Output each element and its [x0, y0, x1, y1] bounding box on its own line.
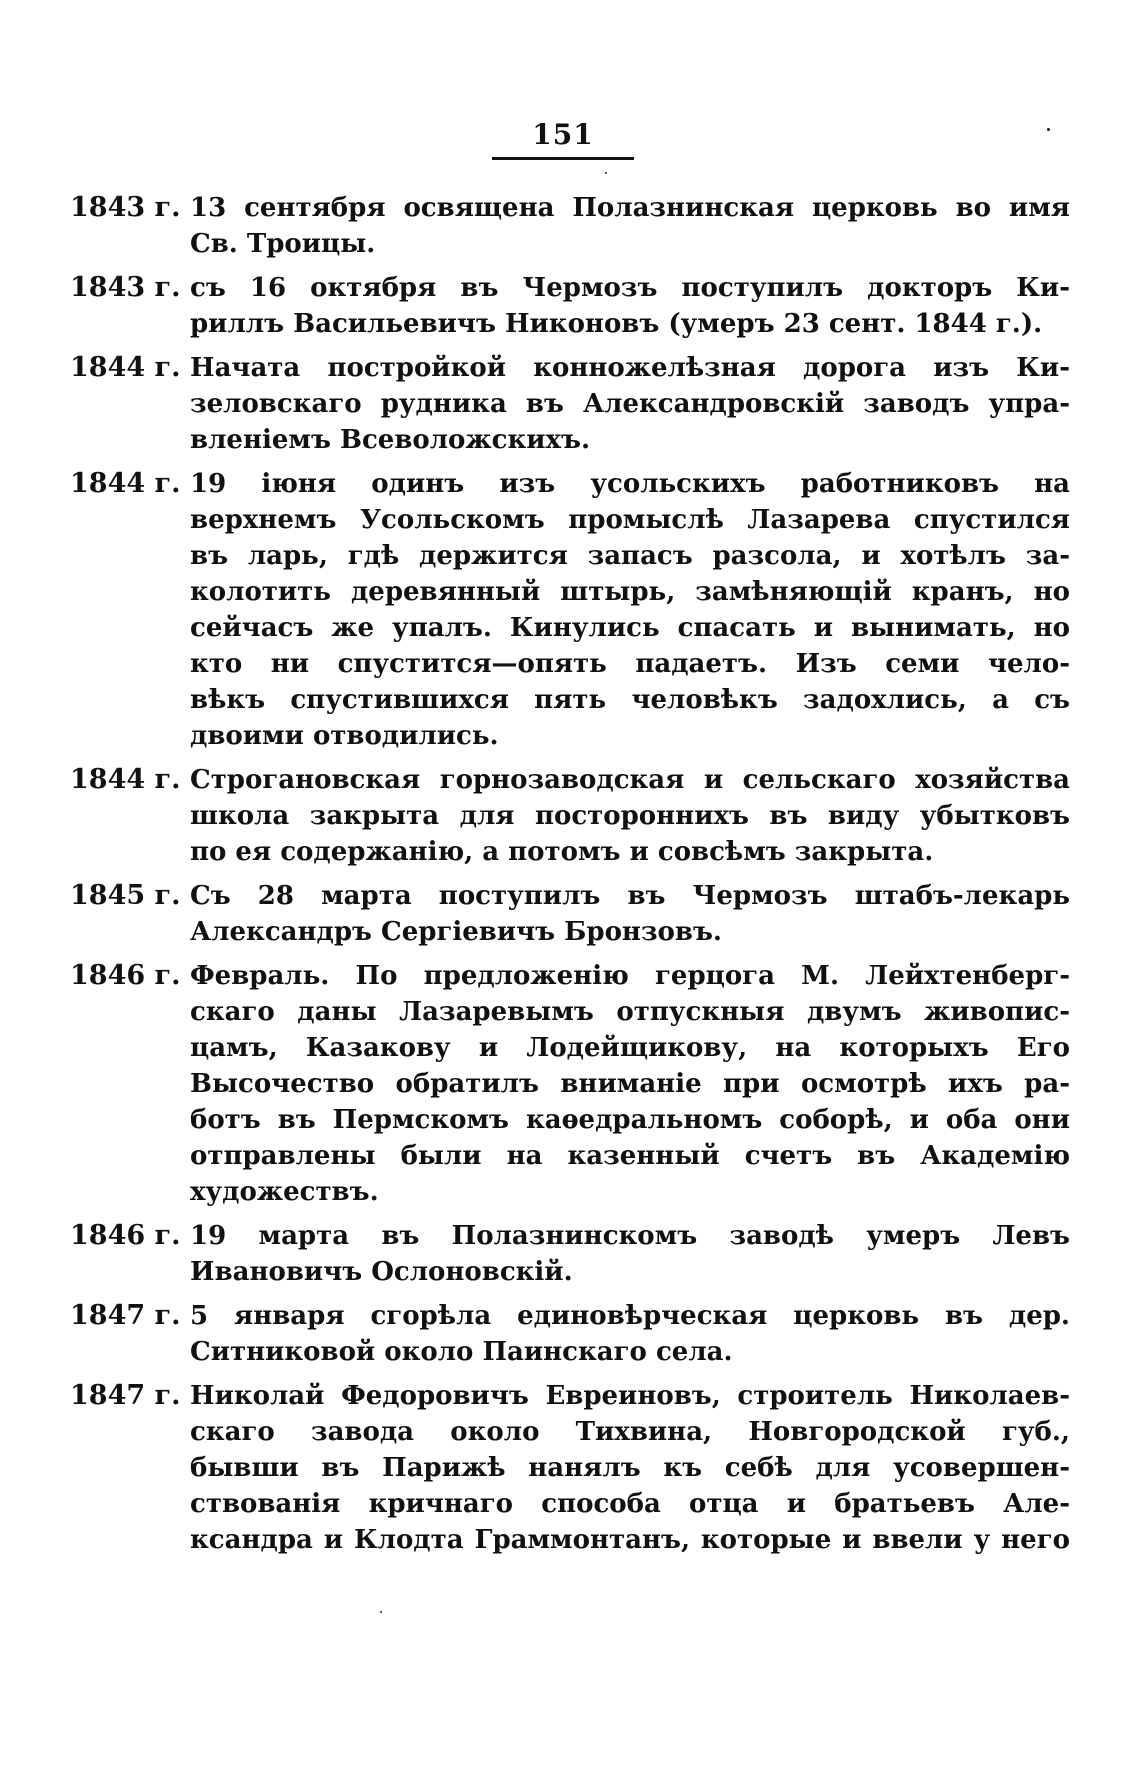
entry-line: Февраль. По предложенію герцога М. Лейхтенберг- — [190, 961, 1070, 991]
entry-line: художествъ. — [190, 1177, 379, 1207]
entry-line: вѣкъ спустившихся пять человѣкъ задохлись, а съ — [190, 685, 1070, 715]
entry-line: вленіемъ Всеволожскихъ. — [190, 425, 591, 455]
entry-line: Ивановичъ Ослоновскій. — [190, 1257, 573, 1287]
entry-line: бывши въ Парижѣ нанялъ къ себѣ для усовершен- — [190, 1453, 1070, 1483]
entry-line: 19 марта въ Полазнинскомъ заводѣ умеръ Левъ — [190, 1221, 1070, 1251]
entry-line: въ ларь, гдѣ держится запасъ разсола, и хотѣлъ за- — [190, 541, 1070, 571]
entry-line: съ 16 октября въ Чермозъ поступилъ докторъ Ки- — [190, 273, 1070, 303]
entry-year: 1844 г. — [70, 352, 181, 383]
entry-year: 1844 г. — [70, 764, 181, 795]
entry-line: 5 января сгорѣла единовѣрческая церковь въ дер. — [190, 1301, 1070, 1331]
entry-line: ксандра и Клодта Граммонтанъ, которые и ввели у него — [190, 1525, 1070, 1555]
entry-line: Александръ Сергіевичъ Бронзовъ. — [190, 917, 722, 947]
entry-line: ботъ въ Пермскомъ каѳедральномъ соборѣ, и оба они — [190, 1105, 1070, 1135]
paper-speck — [380, 1611, 382, 1613]
entry-line: сейчасъ же упалъ. Кинулись спасать и вынимать, но — [190, 613, 1070, 643]
entry-line: Высочество обратилъ вниманіе при осмотрѣ ихъ ра- — [190, 1069, 1070, 1099]
entry-year: 1844 г. — [70, 468, 181, 499]
entry-line: ствованія кричнаго способа отца и братьевъ Але- — [190, 1489, 1070, 1519]
chronicle-entry — [70, 466, 1070, 754]
chronicle-entry — [70, 350, 1070, 458]
chronicle-entry — [70, 1218, 1070, 1290]
entry-line: Св. Троицы. — [190, 229, 376, 259]
entry-year: 1843 г. — [70, 272, 181, 303]
entry-line: зеловскаго рудника въ Александровскій заводъ упра- — [190, 389, 1070, 419]
entry-year: 1846 г. — [70, 1220, 181, 1251]
entry-line: кто ни спустится—опять падаетъ. Изъ семи чело- — [190, 649, 1070, 679]
entry-line: цамъ, Казакову и Лодейщикову, на которыхъ Его — [190, 1033, 1070, 1063]
entry-text — [190, 350, 1070, 458]
page-header — [0, 118, 1140, 160]
chronicle-entry — [70, 878, 1070, 950]
entry-line: двоими отводились. — [190, 721, 499, 751]
paper-speck — [605, 172, 607, 174]
entry-line: верхнемъ Усольскомъ промыслѣ Лазарева спустился — [190, 505, 1070, 535]
chronicle-entry — [70, 270, 1070, 342]
entry-year: 1847 г. — [70, 1380, 181, 1411]
entry-line: Начата постройкой конножелѣзная дорога изъ Ки- — [190, 353, 1070, 383]
entry-text — [190, 1378, 1070, 1558]
chronicle-entries — [70, 190, 1070, 1566]
entry-text — [190, 958, 1070, 1210]
page-number: 151 — [492, 118, 633, 160]
chronicle-entry — [70, 762, 1070, 870]
chronicle-entry — [70, 190, 1070, 262]
chronicle-entry — [70, 958, 1070, 1210]
entry-line: риллъ Васильевичъ Никоновъ (умеръ 23 сент. 1844 г.). — [190, 309, 1043, 339]
entry-year: 1847 г. — [70, 1300, 181, 1331]
chronicle-entry — [70, 1378, 1070, 1558]
entry-line: Строгановская горнозаводская и сельскаго хозяйства — [190, 765, 1070, 795]
entry-line: отправлены были на казенный счетъ въ Академію — [190, 1141, 1070, 1171]
entry-line: по ея содержанію, а потомъ и совсѣмъ закрыта. — [190, 837, 934, 867]
entry-year: 1843 г. — [70, 192, 181, 223]
entry-line: скаго даны Лазаревымъ отпускныя двумъ живопис- — [190, 997, 1070, 1027]
entry-text — [190, 878, 1070, 950]
entry-line: Ситниковой около Паинскаго села. — [190, 1337, 733, 1367]
entry-line: Съ 28 марта поступилъ въ Чермозъ штабъ-лекарь — [190, 881, 1070, 911]
entry-line: 19 іюня одинъ изъ усольскихъ работниковъ на — [190, 469, 1070, 499]
entry-text — [190, 466, 1070, 754]
entry-line: 13 сентября освящена Полазнинская церковь во имя — [190, 193, 1070, 223]
entry-text — [190, 1298, 1070, 1370]
chronicle-entry — [70, 1298, 1070, 1370]
entry-line: Николай Федоровичъ Евреиновъ, строитель Николаев- — [190, 1381, 1070, 1411]
entry-line: школа закрыта для постороннихъ въ виду убытковъ — [190, 801, 1070, 831]
paper-speck — [1047, 128, 1050, 131]
entry-year: 1846 г. — [70, 960, 181, 991]
entry-year: 1845 г. — [70, 880, 181, 911]
entry-text — [190, 1218, 1070, 1290]
entry-text — [190, 190, 1070, 262]
entry-line: скаго завода около Тихвина, Новгородской губ., — [190, 1417, 1070, 1447]
entry-line: колотить деревянный штырь, замѣняющій кранъ, но — [190, 577, 1070, 607]
entry-text — [190, 270, 1070, 342]
entry-text — [190, 762, 1070, 870]
